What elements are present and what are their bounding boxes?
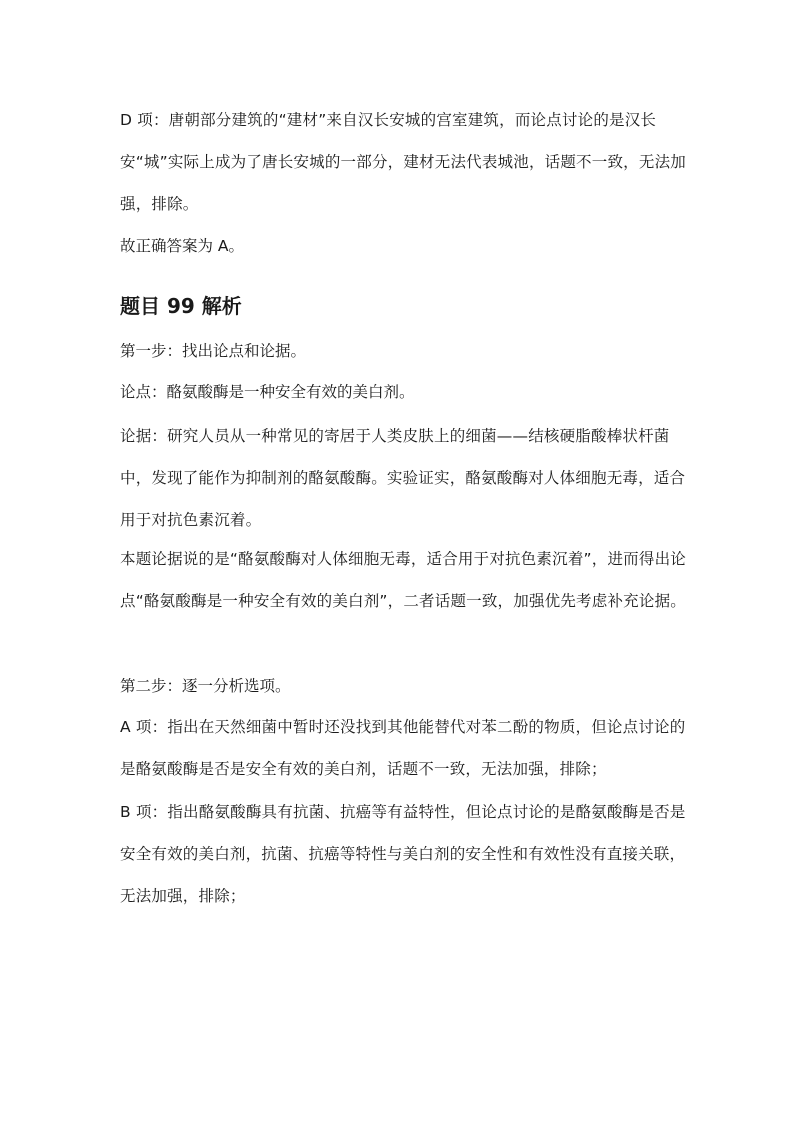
option-d-analysis: D 项：唐朝部分建筑的“建材”来自汉长安城的宫室建筑，而论点讨论的是汉长安“城”实际上成为了唐长安城的一部分，建材无法代表城池，话题不一致，无法加强，排除。	[120, 111, 686, 213]
section-title: 题目 99 解析	[120, 294, 242, 318]
evidence-paragraph: 论据：研究人员从一种常见的寄居于人类皮肤上的细菌——结核硬脂酸棒状杆菌中，发现了能作为抑制剂的酪氨酸酶。实验证实，酪氨酸酶对人体细胞无毒，适合用于对抗色素沉着。	[120, 427, 686, 529]
option-a-analysis: A 项：指出在天然细菌中暂时还没找到其他能替代对苯二酚的物质，但论点讨论的是酪氨酸酶是否是安全有效的美白剂，话题不一致，无法加强，排除；	[120, 718, 686, 778]
option-b-analysis: B 项：指出酪氨酸酶具有抗菌、抗癌等有益特性，但论点讨论的是酪氨酸酶是否是安全有效的美白剂，抗菌、抗癌等特性与美白剂的安全性和有效性没有直接关联，无法加强，排除；	[120, 803, 686, 905]
analysis-paragraph: 本题论据说的是“酪氨酸酶对人体细胞无毒，适合用于对抗色素沉着”，进而得出论点“酪氨酸酶是一种安全有效的美白剂”，二者话题一致，加强优先考虑补充论据。	[120, 550, 686, 610]
claim-paragraph: 论点：酪氨酸酶是一种安全有效的美白剂。	[120, 383, 415, 401]
answer-statement: 故正确答案为 A。	[120, 237, 245, 255]
step-two: 第二步：逐一分析选项。	[120, 677, 291, 695]
step-one: 第一步：找出论点和论据。	[120, 342, 307, 360]
